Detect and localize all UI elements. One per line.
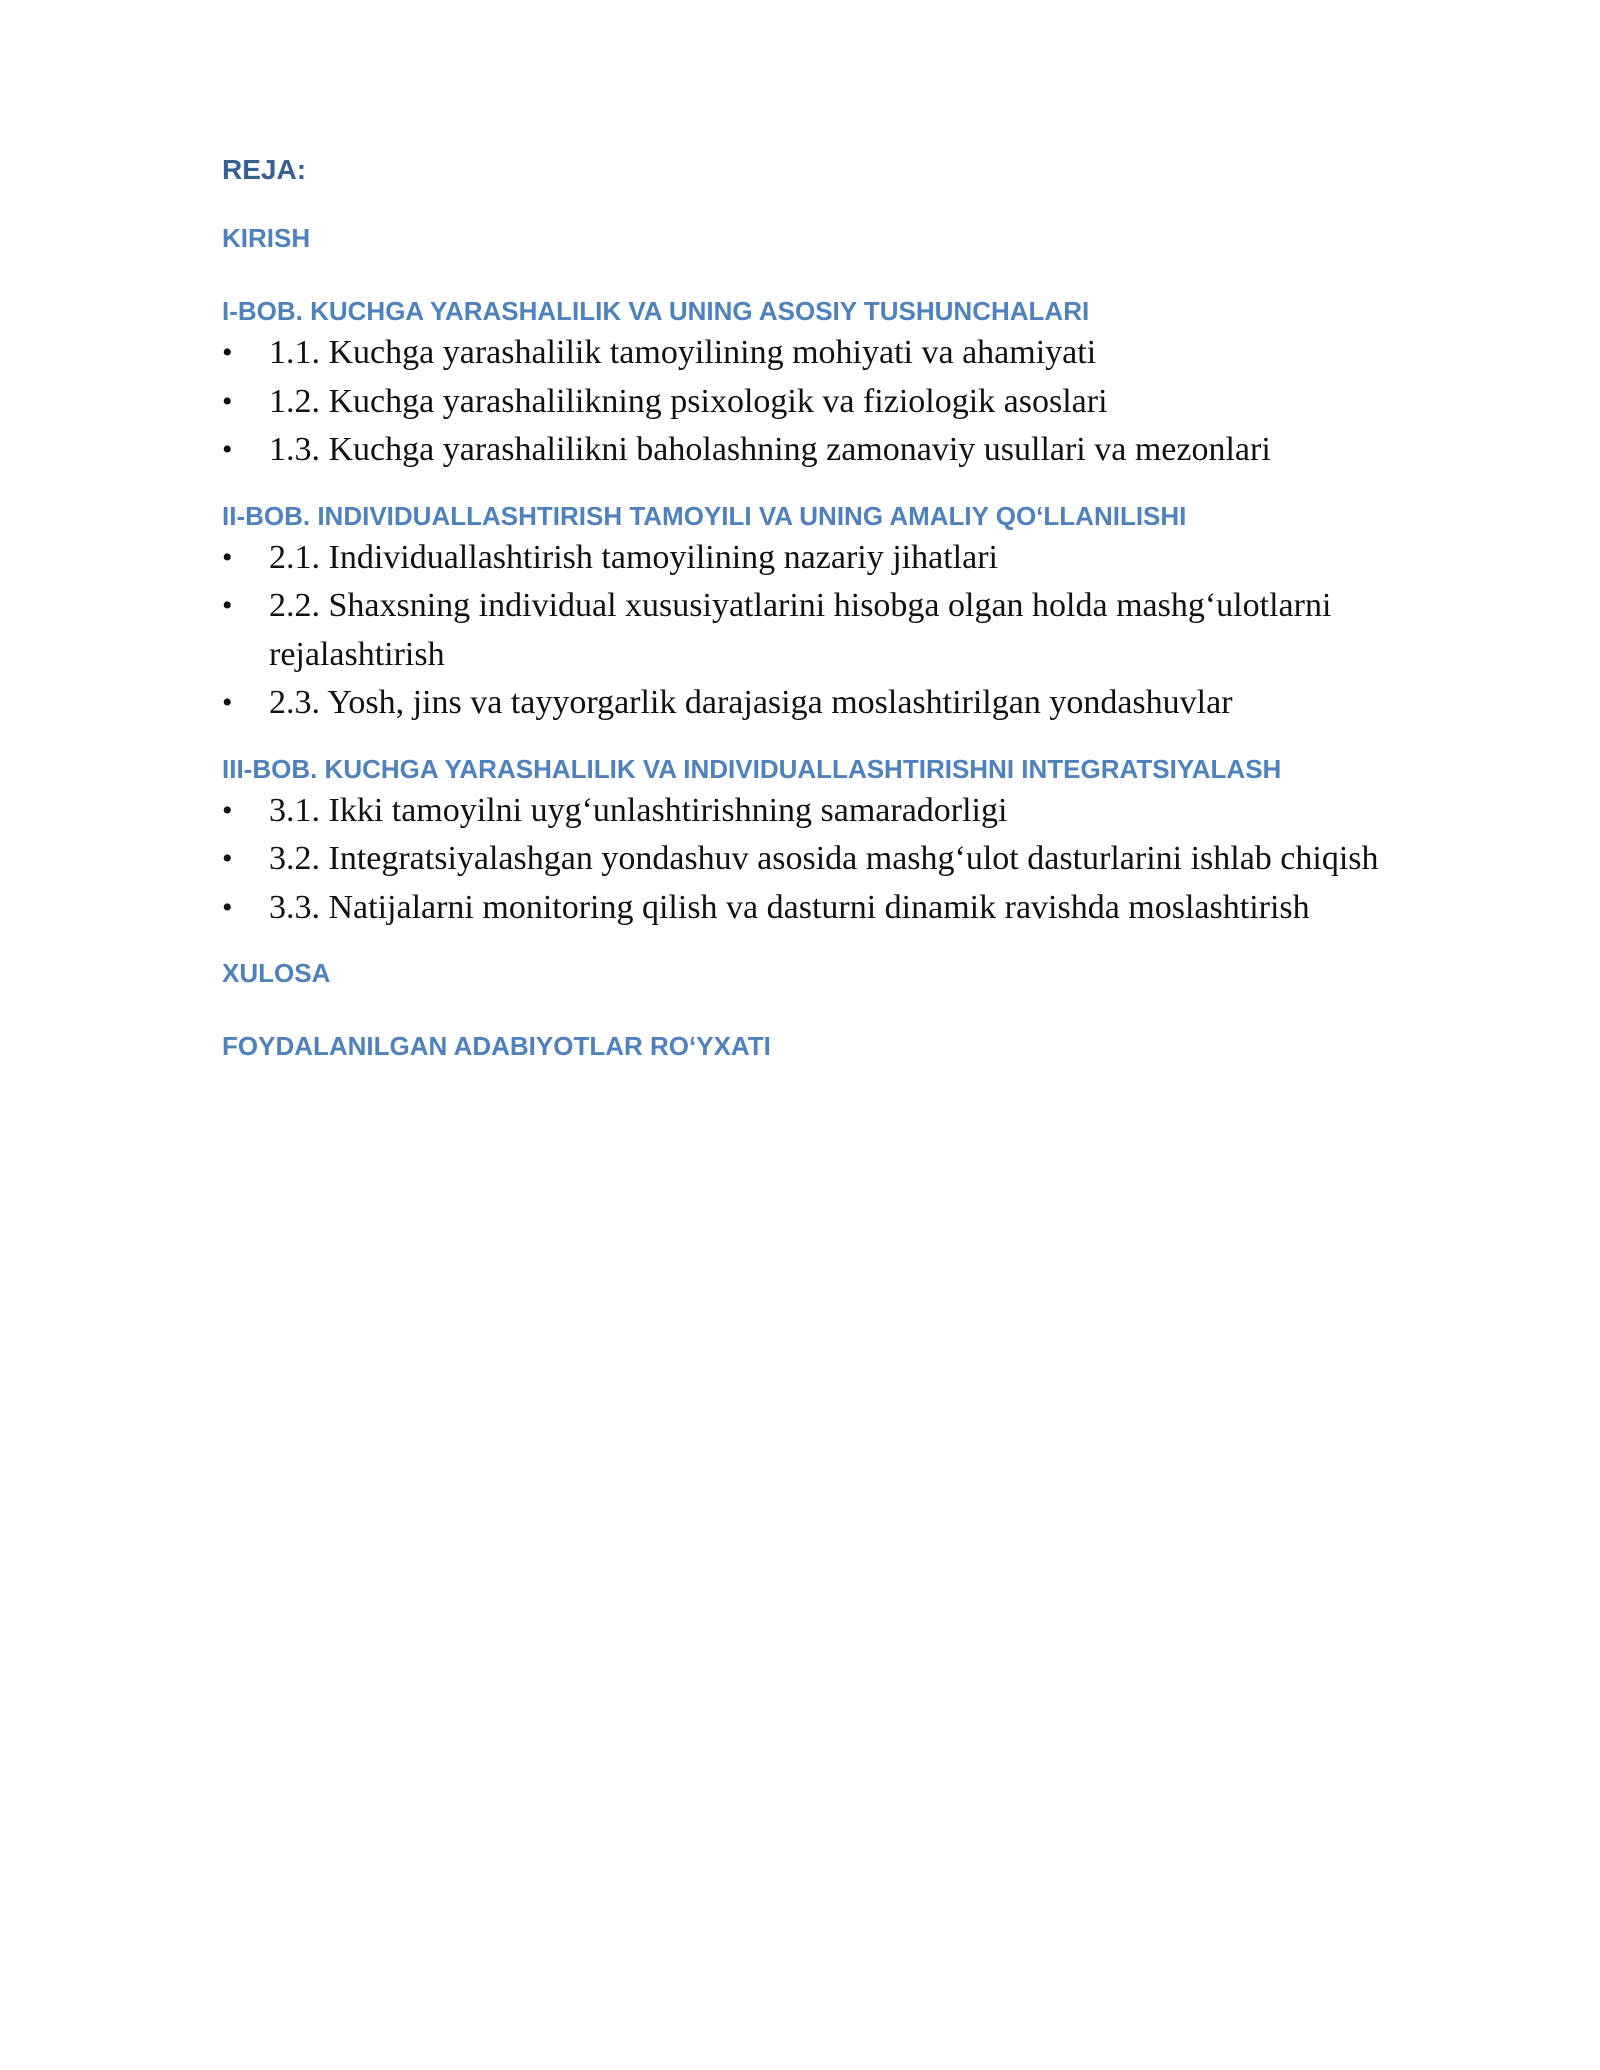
bullet-icon: • [222, 433, 233, 466]
chapter-heading: III-BOB. KUCHGA YARASHALILIK VA INDIVIDUALLASHTIRISHNI INTEGRATSIYALASH [222, 753, 1282, 784]
list-item [222, 835, 1482, 884]
list-item-text: 1.1. Kuchga yarashalilik tamoyilining mohiyati va ahamiyati [269, 334, 1097, 371]
list-item-text: 1.2. Kuchga yarashalilikning psixologik va fiziologik asoslari [269, 382, 1108, 420]
bullet-icon: • [222, 890, 233, 924]
bullet-icon: • [222, 589, 233, 622]
references-heading: FOYDALANILGAN ADABIYOTLAR RO‘YXATI [222, 1031, 771, 1061]
chapter-items [222, 329, 1482, 475]
list-item [222, 582, 1482, 679]
chapter-3 [222, 751, 1482, 933]
list-item-text: 3.1. Ikki tamoyilni uyg‘unlashtirishning samaradorligi [269, 791, 1008, 829]
plan-title: REJA: [222, 154, 307, 185]
bullet-icon: • [222, 793, 233, 827]
list-item-text: 2.2. Shaxsning individual xususiyatlarini hisobga olgan holda mashg‘ulotlarni rejalashtirish [269, 587, 1332, 673]
chapter-items [222, 787, 1482, 933]
chapter-heading: I-BOB. KUCHGA YARASHALILIK VA UNING ASOSIY TUSHUNCHALARI [222, 296, 1090, 326]
bullet-icon: • [222, 540, 233, 574]
chapter-heading: II-BOB. INDIVIDUALLASHTIRISH TAMOYILI VA UNING AMALIY QO‘LLANILISHI [222, 500, 1187, 531]
list-item [222, 426, 1482, 475]
bullet-icon: • [222, 384, 233, 418]
conclusion-heading: XULOSA [222, 958, 331, 988]
list-item-text: 3.2. Integratsiyalashgan yondashuv asosida mashg‘ulot dasturlarini ishlab chiqish [269, 840, 1379, 877]
bullet-icon: • [222, 842, 233, 875]
list-item-text: 3.3. Natijalarni monitoring qilish va dasturni dinamik ravishda moslashtirish [269, 888, 1310, 926]
list-item-text: 2.1. Individuallashtirish tamoyilining nazariy jihatlari [269, 538, 998, 576]
list-item [222, 329, 1482, 378]
list-item [222, 884, 1482, 933]
document-page [222, 150, 1482, 1101]
chapter-1 [222, 293, 1482, 475]
list-item-text: 1.3. Kuchga yarashalilikni baholashning zamonaviy usullari va mezonlari [269, 431, 1271, 468]
list-item [222, 534, 1482, 583]
list-item [222, 378, 1482, 427]
chapter-items [222, 534, 1482, 728]
list-item [222, 679, 1482, 728]
bullet-icon: • [222, 686, 233, 719]
list-item-text: 2.3. Yosh, jins va tayyorgarlik darajasiga moslashtirilgan yondashuvlar [269, 684, 1233, 721]
intro-heading: KIRISH [222, 223, 311, 253]
bullet-icon: • [222, 336, 233, 369]
list-item [222, 787, 1482, 836]
chapter-2 [222, 498, 1482, 728]
